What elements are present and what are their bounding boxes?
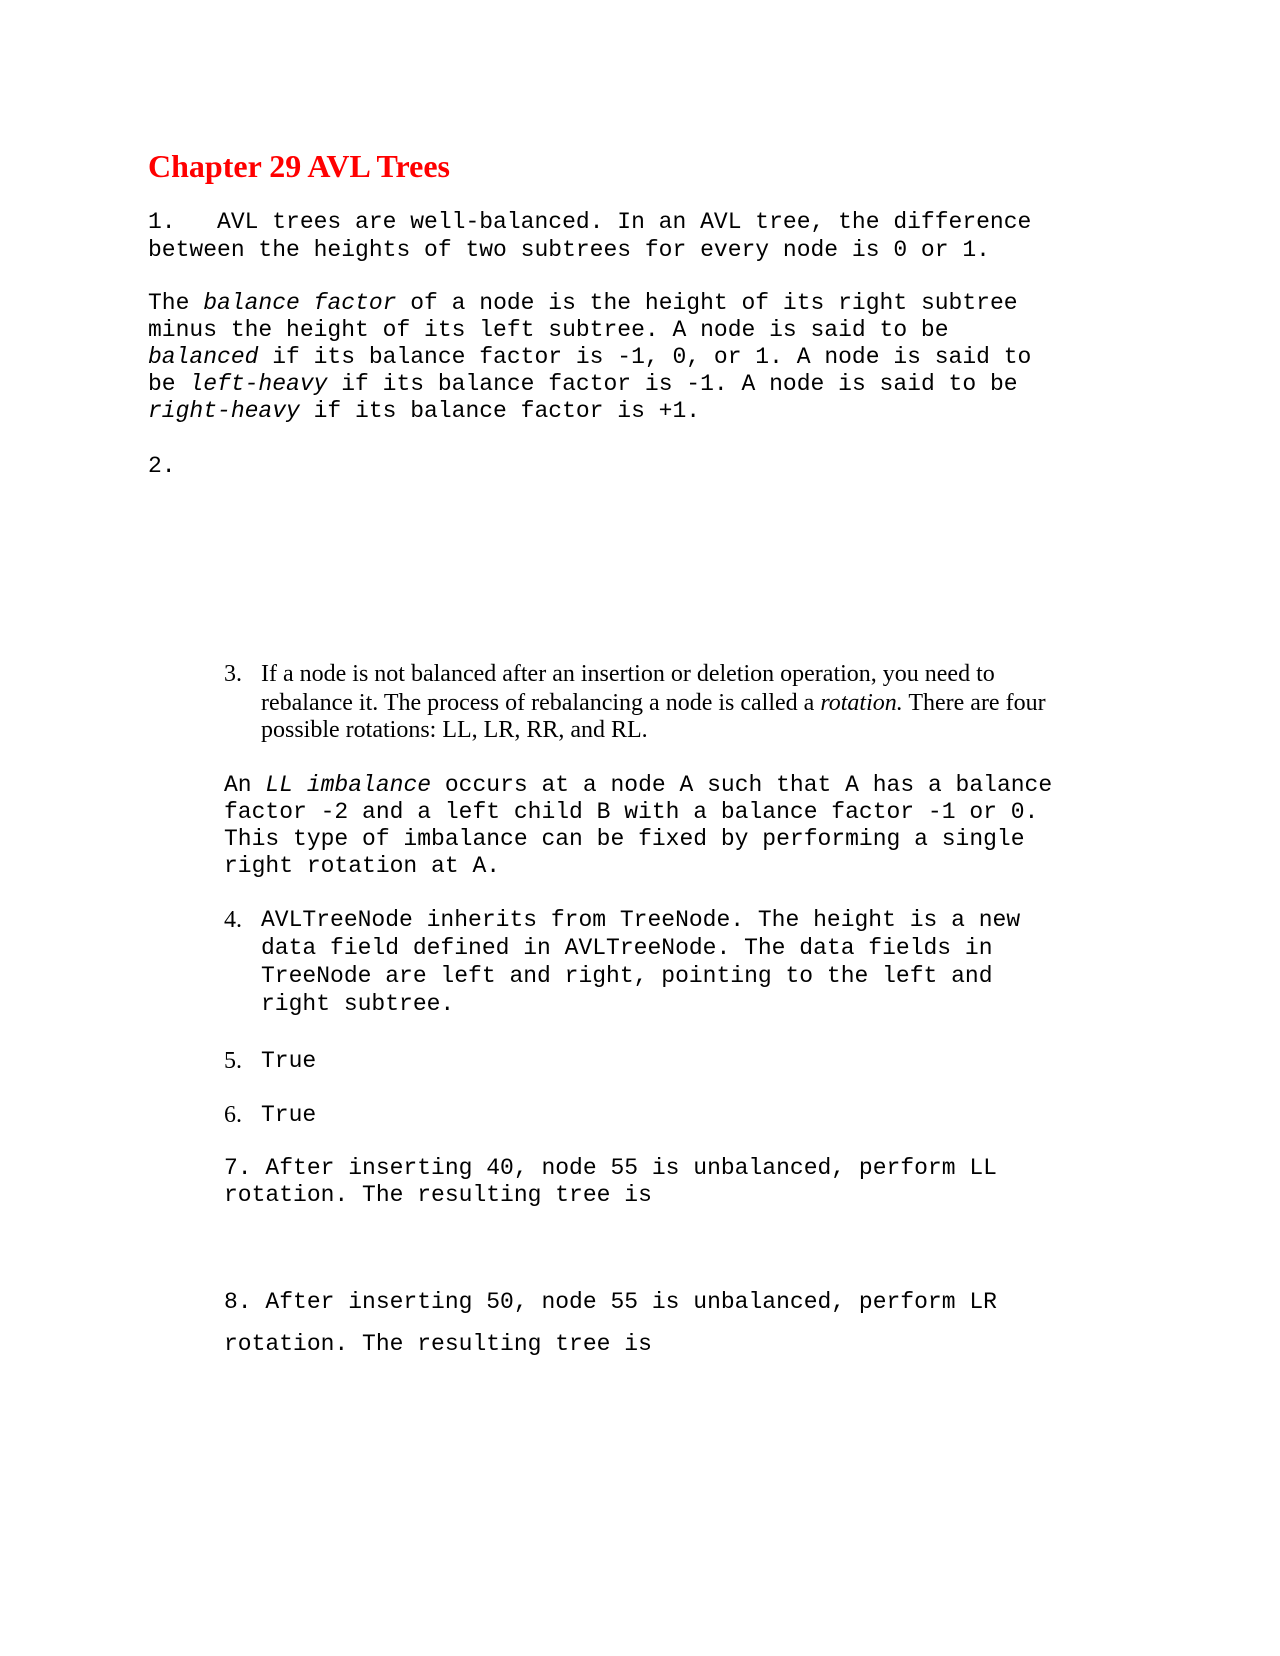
ll-line-2: factor -2 and a left child B with a balance factor -1 or 0.: [224, 799, 1039, 825]
item-3-line-2: rebalance it. The process of rebalancing a node is called a rotation. There are four: [261, 690, 1046, 716]
ll-line-1: An LL imbalance occurs at a node A such that A has a balance: [224, 772, 1053, 798]
item-8-line-1: 8. After inserting 50, node 55 is unbalanced, perform LR: [224, 1289, 997, 1315]
ll-imbalance-term: LL imbalance: [265, 772, 432, 798]
item-4-line-2: data field defined in AVLTreeNode. The data fields in: [261, 935, 993, 961]
item-2-number: 2.: [148, 453, 176, 479]
item-4-line-3: TreeNode are left and right, pointing to the left and: [261, 963, 993, 989]
balance-line-1: The balance factor of a node is the height of its right subtree: [148, 290, 1018, 316]
ll-line-3: This type of imbalance can be fixed by performing a single: [224, 826, 1025, 852]
left-heavy-term: left-heavy: [189, 371, 328, 397]
item-6-number: 6.: [224, 1102, 242, 1128]
item-1-line-2: between the heights of two subtrees for every node is 0 or 1.: [148, 237, 990, 263]
item-5-number: 5.: [224, 1048, 242, 1074]
right-heavy-term: right-heavy: [148, 398, 300, 424]
rotation-term: rotation.: [820, 690, 903, 716]
item-8-line-2: rotation. The resulting tree is: [224, 1331, 652, 1357]
ll-line-4: right rotation at A.: [224, 853, 501, 879]
item-7-line-1: 7. After inserting 40, node 55 is unbalanced, perform LL: [224, 1155, 997, 1181]
item-1-line-1: 1. AVL trees are well-balanced. In an AVL tree, the difference: [148, 209, 1032, 235]
balance-factor-term: balance factor: [203, 290, 397, 316]
balance-line-3: balanced if its balance factor is -1, 0, or 1. A node is said to: [148, 344, 1032, 370]
chapter-title: Chapter 29 AVL Trees: [148, 148, 450, 184]
item-5-answer: True: [261, 1048, 317, 1074]
balance-line-2: minus the height of its left subtree. A node is said to be: [148, 317, 949, 343]
balance-line-4: be left-heavy if its balance factor is -1. A node is said to be: [148, 371, 1018, 397]
item-4-number: 4.: [224, 907, 242, 933]
item-3-line-1: If a node is not balanced after an insertion or deletion operation, you need to: [261, 661, 995, 687]
item-6-answer: True: [261, 1102, 317, 1128]
balance-line-5: right-heavy if its balance factor is +1.: [148, 398, 701, 424]
item-4-line-4: right subtree.: [261, 991, 455, 1017]
item-7-line-2: rotation. The resulting tree is: [224, 1182, 652, 1208]
balanced-term: balanced: [148, 344, 259, 370]
item-3-number: 3.: [224, 661, 242, 687]
item-3-line-3: possible rotations: LL, LR, RR, and RL.: [261, 717, 648, 743]
item-4-line-1: AVLTreeNode inherits from TreeNode. The height is a new: [261, 907, 1021, 933]
